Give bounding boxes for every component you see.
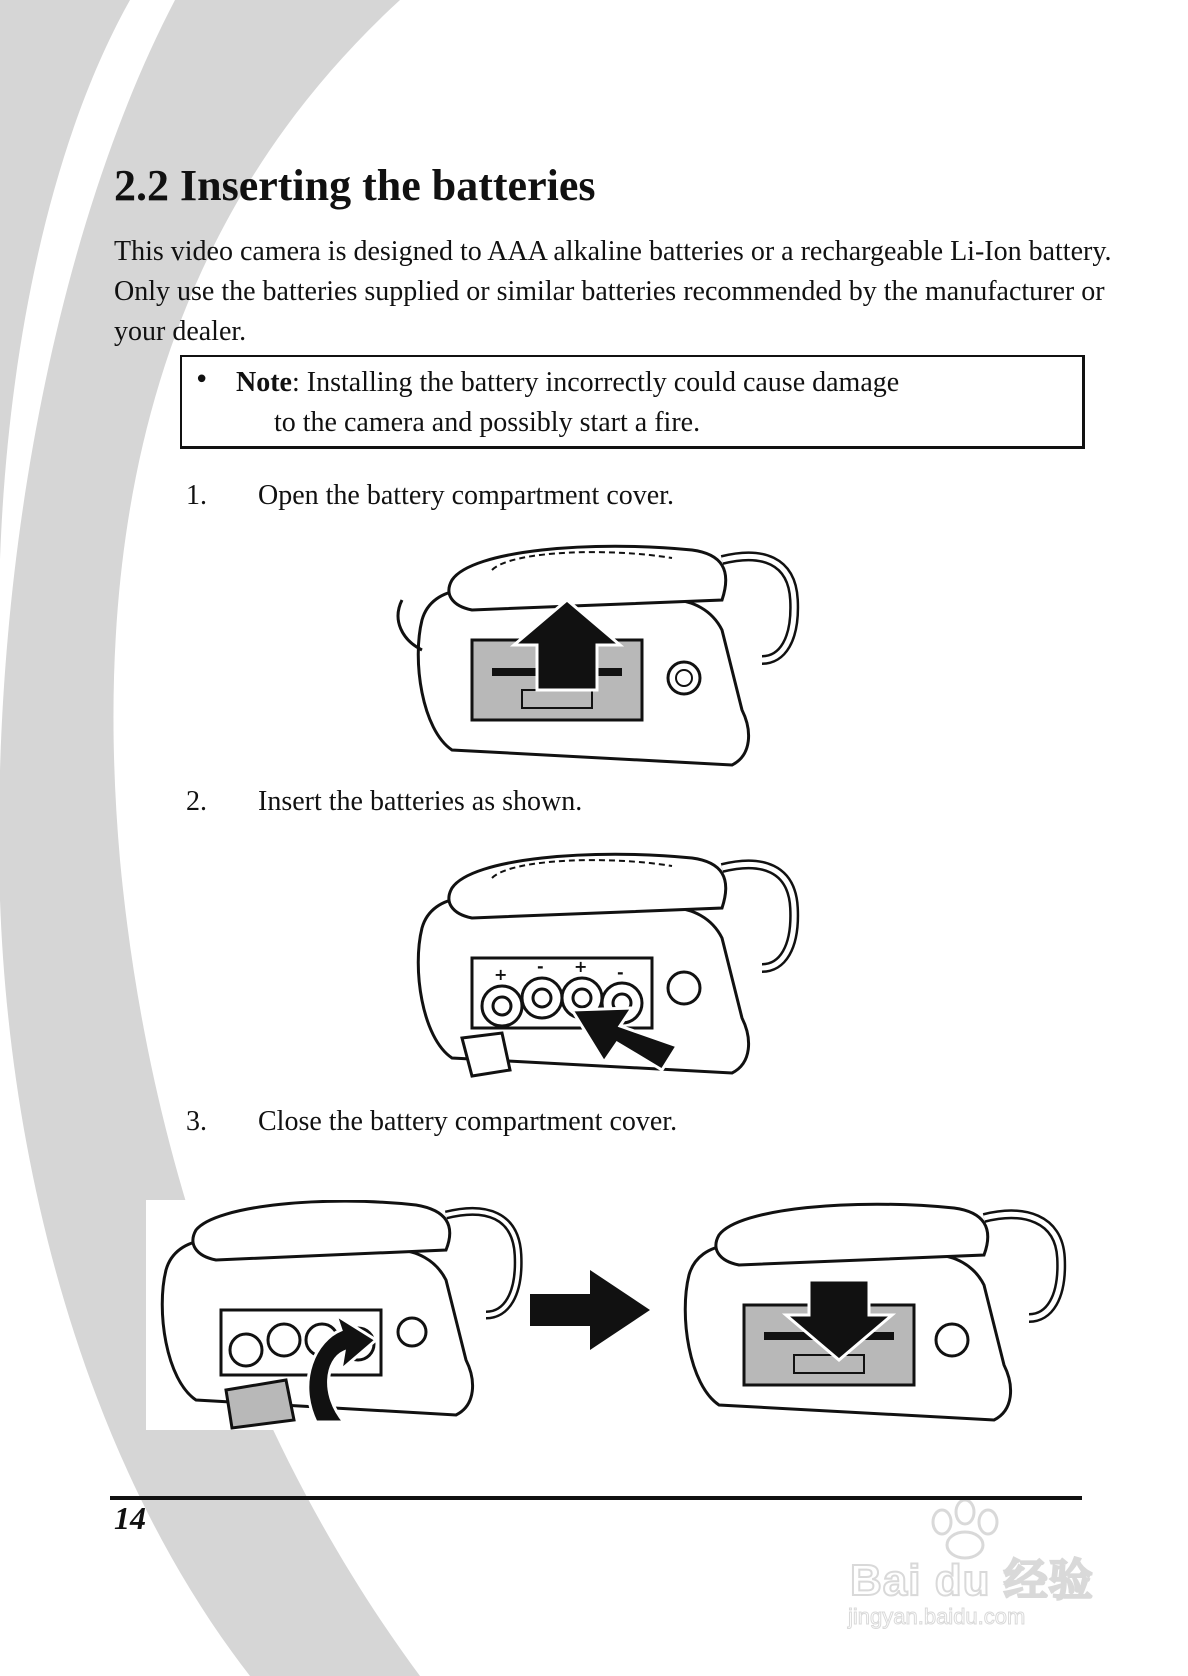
intro-paragraph: This video camera is designed to AAA alkaline batteries or a rechargeable Li-Ion battery. Only use the batteries supplied or similar batteries recommended by the manufacturer or your dealer. — [114, 236, 1112, 347]
page-number: 14 — [114, 1500, 146, 1536]
note-box — [180, 355, 1085, 449]
battery-1 — [482, 986, 522, 1026]
watermark — [840, 1500, 1140, 1640]
step-text: Open the battery compartment cover. — [258, 480, 674, 511]
battery-2 — [522, 978, 562, 1018]
step-number: 2. — [186, 786, 207, 817]
step-number: 1. — [186, 480, 207, 511]
battery-label: - — [617, 963, 624, 982]
step-text: Close the battery compartment cover. — [258, 1106, 678, 1137]
figure-open-cover — [392, 540, 812, 770]
page-title: 2.2 Inserting the batteries — [114, 161, 596, 210]
note-line-1: : Installing the battery incorrectly could cause damage — [291, 367, 900, 398]
note-label: Note — [236, 367, 292, 398]
figure-close-cover-step-a — [146, 1200, 526, 1430]
figure-insert-batteries — [392, 848, 812, 1080]
step-number: 3. — [186, 1106, 207, 1137]
note-text — [236, 363, 1076, 443]
watermark-url: jingyan.baidu.com — [848, 1604, 1026, 1629]
figure-close-cover-step-b — [664, 1200, 1074, 1430]
battery-label: + — [494, 965, 508, 984]
battery-label: - — [537, 957, 544, 976]
step-text: Insert the batteries as shown. — [258, 786, 583, 817]
arrow-right-icon — [530, 1270, 650, 1350]
watermark-brand: Bai du 经验 — [850, 1556, 1094, 1605]
battery-label: + — [574, 957, 588, 976]
note-line-2: to the camera and possibly start a fire. — [274, 407, 701, 438]
note-bullet: • — [194, 365, 210, 395]
